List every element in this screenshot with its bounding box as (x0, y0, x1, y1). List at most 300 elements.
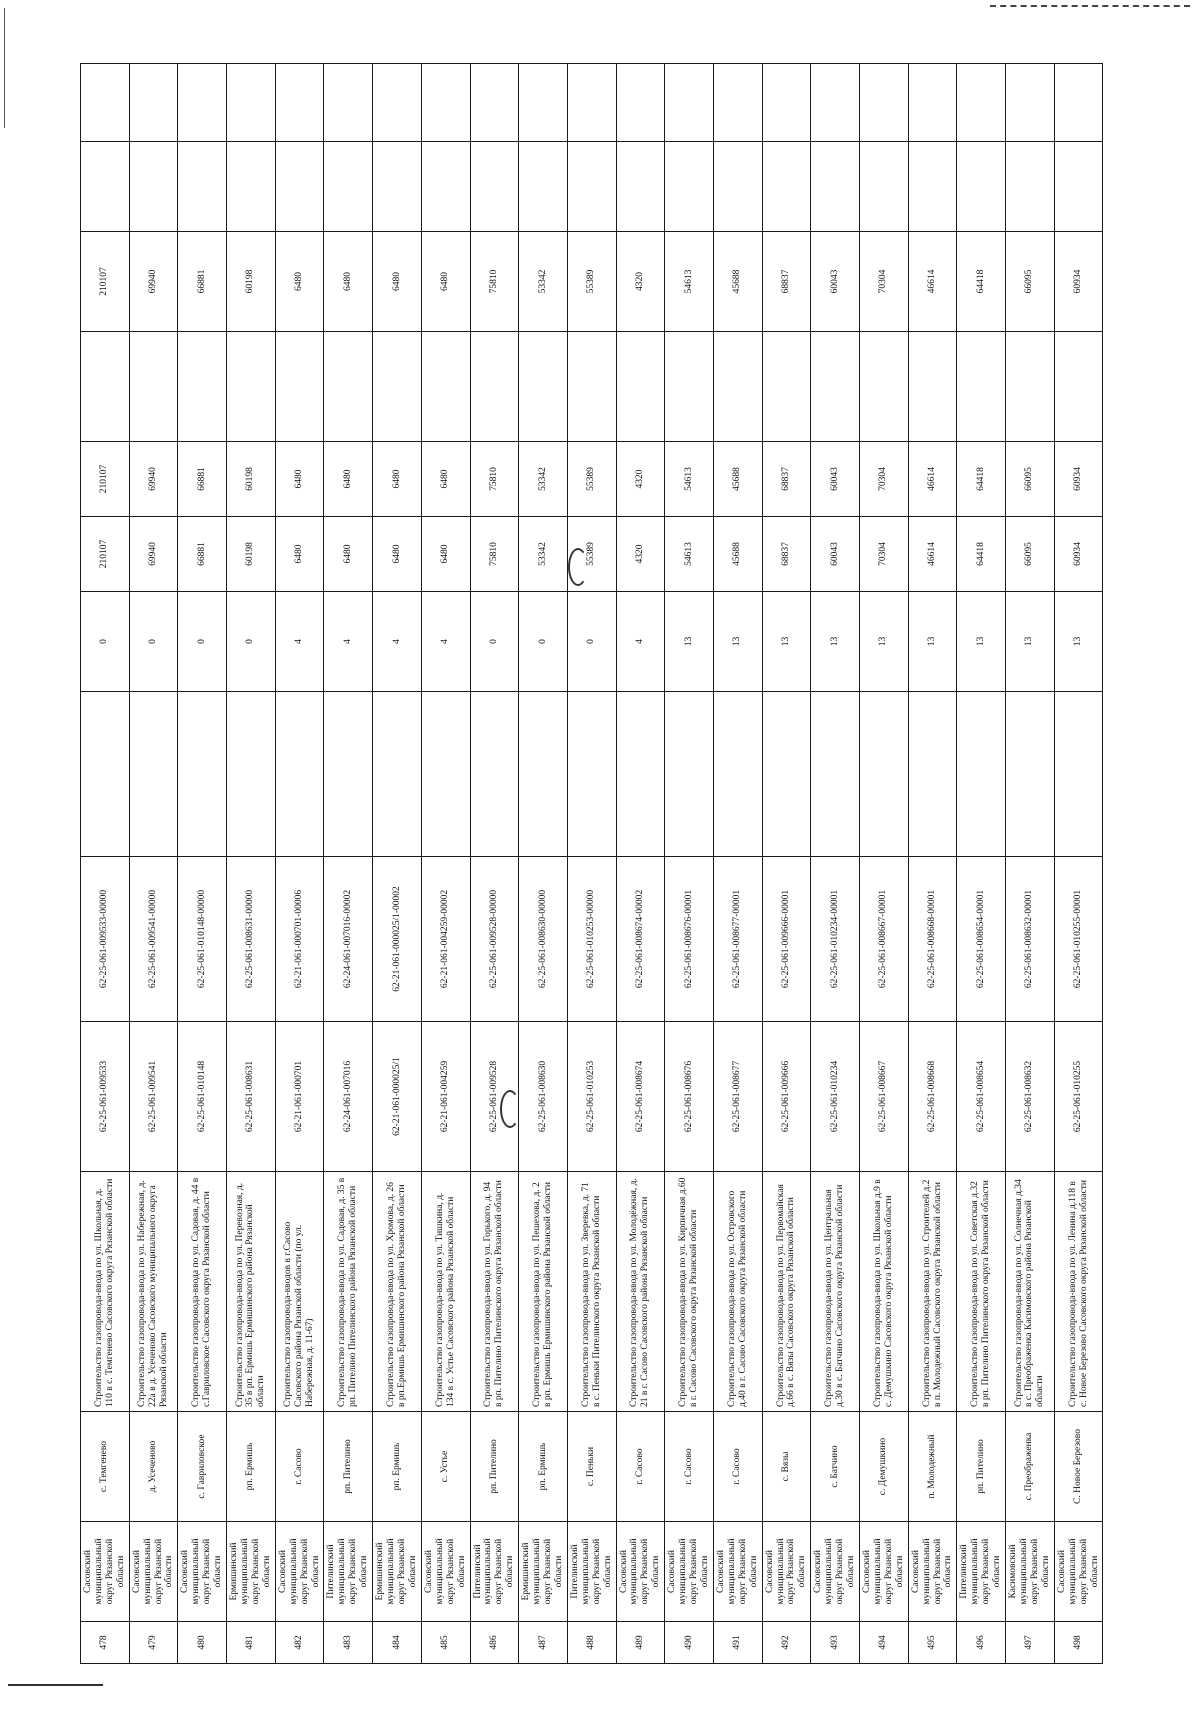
object-code-cell: 62-25-061-008674 (616, 1022, 665, 1172)
locality-cell: г. Сасово (713, 1412, 762, 1522)
locality-cell: с. Темгенево (81, 1412, 130, 1522)
object-code-cell: 62-25-061-010234 (811, 1022, 860, 1172)
object-code-cell: 62-25-061-009666 (762, 1022, 811, 1172)
days-cell: 0 (178, 592, 227, 692)
table-row (1054, 64, 1103, 1664)
cost-cell: 6480 (324, 517, 373, 592)
cost-cell: 6480 (421, 442, 470, 517)
cost-cell: 60198 (227, 517, 276, 592)
object-name-cell: Строительство газопровода-ввода по ул. Молодёжная, д. 21 в г. Сасово Сасовского района Рязанской области (616, 1172, 665, 1412)
object-name-cell: Строительство газопровода-ввода по ул. Первомайская д.66 в с. Вязы Сасовского округа Рязанской области (762, 1172, 811, 1412)
cost-cell: 6480 (275, 517, 324, 592)
cost-cell: 4320 (616, 232, 665, 332)
days-cell: 13 (860, 592, 909, 692)
blank-cell (1054, 692, 1103, 857)
object-code-cell: 62-25-061-009528 (470, 1022, 519, 1172)
locality-cell: рп. Ермишь (519, 1412, 568, 1522)
row-number: 485 (421, 1622, 470, 1664)
row-number: 494 (860, 1622, 909, 1664)
locality-cell: с. Гавриловское (178, 1412, 227, 1522)
cost-cell: 75810 (470, 517, 519, 592)
blank-cell (129, 142, 178, 232)
blank-cell (275, 332, 324, 442)
blank-cell (470, 692, 519, 857)
days-cell: 0 (470, 592, 519, 692)
table-row (81, 64, 130, 1664)
object-code-cell: 62-25-061-009533 (81, 1022, 130, 1172)
blank-cell (762, 332, 811, 442)
days-cell: 13 (762, 592, 811, 692)
blank-cell (811, 142, 860, 232)
blank-cell (860, 142, 909, 232)
scan-bottom-mark (8, 1684, 103, 1686)
blank-cell (1054, 142, 1103, 232)
blank-cell (616, 692, 665, 857)
blank-cell (713, 332, 762, 442)
stage-code-cell: 62-25-061-009666-00001 (762, 857, 811, 1022)
object-code-cell: 62-21-061-000025/1 (373, 1022, 422, 1172)
blank-cell (616, 142, 665, 232)
blank-cell (713, 64, 762, 142)
blank-cell (373, 692, 422, 857)
object-code-cell: 62-25-061-008654 (957, 1022, 1006, 1172)
object-code-cell: 62-25-061-008668 (908, 1022, 957, 1172)
object-name-cell: Строительство газопровода-ввода по ул. Солнечная д.34 в с. Преображенка Касимовского района Рязанской области (1006, 1172, 1055, 1412)
locality-cell: г. Сасово (616, 1412, 665, 1522)
municipality-cell: Ермишинский муниципальный округ Рязанской области (227, 1522, 276, 1622)
table-row (616, 64, 665, 1664)
locality-cell: д. Усеченово (129, 1412, 178, 1522)
cost-cell: 68837 (762, 442, 811, 517)
row-number: 482 (275, 1622, 324, 1664)
stage-code-cell: 62-24-061-007016-00002 (324, 857, 373, 1022)
stage-code-cell: 62-25-061-008677-00001 (713, 857, 762, 1022)
blank-cell (616, 64, 665, 142)
object-name-cell: Строительство газопровода-ввода по ул. Пешехова, д. 2 в рп. Ермишь Ермишинского района Рязанской области (519, 1172, 568, 1412)
municipality-cell: Сасовский муниципальный округ Рязанской области (762, 1522, 811, 1622)
cost-cell: 45688 (713, 232, 762, 332)
table-row (373, 64, 422, 1664)
blank-cell (519, 142, 568, 232)
municipality-cell: Сасовский муниципальный округ Рязанской области (616, 1522, 665, 1622)
row-number: 491 (713, 1622, 762, 1664)
cost-cell: 6480 (373, 517, 422, 592)
object-code-cell: 62-25-061-010255 (1054, 1022, 1103, 1172)
table-row (957, 64, 1006, 1664)
cost-cell: 60934 (1054, 232, 1103, 332)
days-cell: 0 (519, 592, 568, 692)
cost-cell: 66095 (1006, 442, 1055, 517)
blank-cell (421, 332, 470, 442)
table-row (324, 64, 373, 1664)
stage-code-cell: 62-21-061-000701-00006 (275, 857, 324, 1022)
blank-cell (616, 332, 665, 442)
cost-cell: 69940 (129, 517, 178, 592)
object-name-cell: Строительство газопровода-вводов в г.Сасово Сасовского района Рязанской области (по ул. Набережная, д. 11-67) (275, 1172, 324, 1412)
object-code-cell: 62-24-061-007016 (324, 1022, 373, 1172)
object-name-cell: Строительство газопровода-ввода по ул. Школьная, д. 110 в с. Темгенево Сасовского округа Рязанской области (81, 1172, 130, 1412)
municipality-cell: Сасовский муниципальный округ Рязанской области (275, 1522, 324, 1622)
cost-cell: 6480 (421, 232, 470, 332)
table-row (1006, 64, 1055, 1664)
rotated-page (80, 64, 1102, 1664)
cost-cell: 68837 (762, 517, 811, 592)
locality-cell: г. Сасово (275, 1412, 324, 1522)
cost-cell: 46614 (908, 442, 957, 517)
object-name-cell: Строительство газопровода-ввода по ул. Ленина д.118 в с. Новое Березово Сасовского округа Рязанской области (1054, 1172, 1103, 1412)
row-number: 493 (811, 1622, 860, 1664)
cost-cell: 53342 (519, 232, 568, 332)
stage-code-cell: 62-21-061-004259-00002 (421, 857, 470, 1022)
blank-cell (421, 64, 470, 142)
cost-cell: 70304 (860, 517, 909, 592)
days-cell: 4 (275, 592, 324, 692)
row-number: 481 (227, 1622, 276, 1664)
stage-code-cell: 62-25-061-008667-00001 (860, 857, 909, 1022)
municipality-cell: Сасовский муниципальный округ Рязанской области (129, 1522, 178, 1622)
stage-code-cell: 62-25-061-008676-00001 (665, 857, 714, 1022)
table-row (713, 64, 762, 1664)
blank-cell (1006, 64, 1055, 142)
locality-cell: с. Устье (421, 1412, 470, 1522)
row-number: 497 (1006, 1622, 1055, 1664)
locality-cell: с. Пеньки (567, 1412, 616, 1522)
blank-cell (519, 64, 568, 142)
blank-cell (908, 142, 957, 232)
cost-cell: 210107 (81, 232, 130, 332)
blank-cell (227, 64, 276, 142)
blank-cell (811, 332, 860, 442)
object-name-cell: Строительство газопровода-ввода по ул. Центральная д.30 в с. Батчино Сасовского округа Рязанской области (811, 1172, 860, 1412)
cost-cell: 60043 (811, 232, 860, 332)
table-body (81, 64, 1103, 1664)
cost-cell: 4320 (616, 517, 665, 592)
blank-cell (519, 692, 568, 857)
blank-cell (1006, 692, 1055, 857)
locality-cell: с. Преображенка (1006, 1412, 1055, 1522)
municipality-cell: Сасовский муниципальный округ Рязанской области (1054, 1522, 1103, 1622)
blank-cell (227, 692, 276, 857)
cost-cell: 60198 (227, 442, 276, 517)
blank-cell (324, 332, 373, 442)
table-row (762, 64, 811, 1664)
locality-cell: с. Батчино (811, 1412, 860, 1522)
locality-cell: рп. Пителино (957, 1412, 1006, 1522)
blank-cell (908, 692, 957, 857)
row-number: 478 (81, 1622, 130, 1664)
locality-cell: с. Вязы (762, 1412, 811, 1522)
days-cell: 13 (1006, 592, 1055, 692)
blank-cell (811, 692, 860, 857)
stage-code-cell: 62-25-061-008654-00001 (957, 857, 1006, 1022)
blank-cell (519, 332, 568, 442)
row-number: 488 (567, 1622, 616, 1664)
cost-cell: 70304 (860, 442, 909, 517)
blank-cell (860, 64, 909, 142)
locality-cell: с. Демушкино (860, 1412, 909, 1522)
cost-cell: 55389 (567, 517, 616, 592)
object-code-cell: 62-25-061-008630 (519, 1022, 568, 1172)
municipality-cell: Сасовский муниципальный округ Рязанской области (421, 1522, 470, 1622)
blank-cell (762, 142, 811, 232)
table-row (908, 64, 957, 1664)
blank-cell (275, 142, 324, 232)
stage-code-cell: 62-25-061-010255-00001 (1054, 857, 1103, 1022)
municipality-cell: Сасовский муниципальный округ Рязанской области (908, 1522, 957, 1622)
blank-cell (713, 142, 762, 232)
blank-cell (81, 332, 130, 442)
table-row (227, 64, 276, 1664)
blank-cell (129, 64, 178, 142)
object-name-cell: Строительство газопровода-ввода по ул. Школьная д.9 в с. Демушкино Сасовского округа Рязанской области (860, 1172, 909, 1412)
blank-cell (1054, 332, 1103, 442)
table-row (665, 64, 714, 1664)
days-cell: 4 (616, 592, 665, 692)
object-name-cell: Строительство газопровода-ввода по ул. Островского д.40 в г. Сасово Сасовского округа Рязанской области (713, 1172, 762, 1412)
cost-cell: 60043 (811, 442, 860, 517)
blank-cell (421, 142, 470, 232)
blank-cell (373, 332, 422, 442)
row-number: 489 (616, 1622, 665, 1664)
blank-cell (957, 142, 1006, 232)
cost-cell: 53342 (519, 442, 568, 517)
table-row (421, 64, 470, 1664)
table-row (519, 64, 568, 1664)
object-name-cell: Строительство газопровода-ввода по ул. Строителей д.2 в п. Молодежный Сасовского округа Рязанской области (908, 1172, 957, 1412)
blank-cell (227, 332, 276, 442)
cost-cell: 68837 (762, 232, 811, 332)
scan-margin-line (4, 8, 5, 128)
object-name-cell: Строительство газопровода-ввода по ул. Горького, д. 94 в рп. Пителино Пителинского округа Рязанской области (470, 1172, 519, 1412)
cost-cell: 70304 (860, 232, 909, 332)
object-code-cell: 62-25-061-008667 (860, 1022, 909, 1172)
cost-cell: 66881 (178, 442, 227, 517)
cost-cell: 55389 (567, 442, 616, 517)
blank-cell (324, 64, 373, 142)
blank-cell (324, 692, 373, 857)
object-name-cell: Строительство газопровода-ввода по ул. Набережная, д. 22а в д. Усеченово Сасовского муниципального округа Рязанской области (129, 1172, 178, 1412)
days-cell: 0 (227, 592, 276, 692)
locality-cell: п. Молодежный (908, 1412, 957, 1522)
blank-cell (324, 142, 373, 232)
object-code-cell: 62-25-061-008632 (1006, 1022, 1055, 1172)
blank-cell (470, 142, 519, 232)
row-number: 480 (178, 1622, 227, 1664)
cost-cell: 64418 (957, 442, 1006, 517)
cost-cell: 210107 (81, 442, 130, 517)
table-row (470, 64, 519, 1664)
object-name-cell: Строительство газопровода-ввода по ул. Кирпичная д.60 в г. Сасово Сасовского округа Рязанской области (665, 1172, 714, 1412)
cost-cell: 75810 (470, 442, 519, 517)
cost-cell: 6480 (275, 232, 324, 332)
blank-cell (421, 692, 470, 857)
object-code-cell: 62-21-061-000701 (275, 1022, 324, 1172)
table-row (860, 64, 909, 1664)
object-code-cell: 62-25-061-010253 (567, 1022, 616, 1172)
object-name-cell: Строительство газопровода-ввода по ул. Садовая, д. 35 в рп. Пителино Пителинского района Рязанской области (324, 1172, 373, 1412)
table-row (811, 64, 860, 1664)
cost-cell: 4320 (616, 442, 665, 517)
blank-cell (567, 64, 616, 142)
stage-code-cell: 62-25-061-010148-00000 (178, 857, 227, 1022)
cost-cell: 210107 (81, 517, 130, 592)
blank-cell (81, 692, 130, 857)
blank-cell (81, 64, 130, 142)
blank-cell (665, 64, 714, 142)
cost-cell: 45688 (713, 442, 762, 517)
object-name-cell: Строительство газопровода-ввода по ул. Тишкина, д. 134 в с. Устье Сасовского района Рязанской области (421, 1172, 470, 1412)
stage-code-cell: 62-25-061-010234-00001 (811, 857, 860, 1022)
days-cell: 13 (957, 592, 1006, 692)
municipality-cell: Сасовский муниципальный округ Рязанской области (81, 1522, 130, 1622)
municipality-cell: Пителинский муниципальный округ Рязанской области (957, 1522, 1006, 1622)
days-cell: 0 (129, 592, 178, 692)
object-name-cell: Строительство газопровода-ввода по ул. Перевозная, д. 35 в рп. Ермишь Ермишинского района Рязанской области (227, 1172, 276, 1412)
blank-cell (178, 332, 227, 442)
blank-cell (129, 332, 178, 442)
municipality-cell: Сасовский муниципальный округ Рязанской области (811, 1522, 860, 1622)
cost-cell: 55389 (567, 232, 616, 332)
locality-cell: рп. Пителино (324, 1412, 373, 1522)
cost-cell: 6480 (324, 232, 373, 332)
row-number: 484 (373, 1622, 422, 1664)
cost-cell: 6480 (275, 442, 324, 517)
days-cell: 13 (665, 592, 714, 692)
days-cell: 13 (811, 592, 860, 692)
cost-cell: 75810 (470, 232, 519, 332)
blank-cell (373, 142, 422, 232)
cost-cell: 54613 (665, 517, 714, 592)
days-cell: 13 (713, 592, 762, 692)
object-code-cell: 62-25-061-009541 (129, 1022, 178, 1172)
cost-cell: 46614 (908, 232, 957, 332)
days-cell: 13 (1054, 592, 1103, 692)
cost-cell: 45688 (713, 517, 762, 592)
object-name-cell: Строительство газопровода-ввода по ул. Зверевка, д. 71 в с. Пеньки Пителинского округа Рязанской области (567, 1172, 616, 1412)
table-row (567, 64, 616, 1664)
blank-cell (178, 64, 227, 142)
blank-cell (957, 692, 1006, 857)
stage-code-cell: 62-25-061-009533-00000 (81, 857, 130, 1022)
stage-code-cell: 62-25-061-008630-00000 (519, 857, 568, 1022)
scan-corner-mark (990, 5, 1190, 9)
cost-cell: 69940 (129, 442, 178, 517)
municipality-cell: Сасовский муниципальный округ Рязанской области (178, 1522, 227, 1622)
row-number: 483 (324, 1622, 373, 1664)
blank-cell (470, 332, 519, 442)
cost-cell: 6480 (373, 442, 422, 517)
locality-cell: рп. Ермишь (227, 1412, 276, 1522)
blank-cell (1054, 64, 1103, 142)
row-number: 496 (957, 1622, 1006, 1664)
cost-cell: 66095 (1006, 232, 1055, 332)
municipality-cell: Сасовский муниципальный округ Рязанской области (860, 1522, 909, 1622)
object-code-cell: 62-25-061-008631 (227, 1022, 276, 1172)
stage-code-cell: 62-25-061-009541-00000 (129, 857, 178, 1022)
row-number: 486 (470, 1622, 519, 1664)
table-row (129, 64, 178, 1664)
row-number: 495 (908, 1622, 957, 1664)
object-code-cell: 62-25-061-010148 (178, 1022, 227, 1172)
municipality-cell: Пителинский муниципальный округ Рязанской области (324, 1522, 373, 1622)
blank-cell (908, 332, 957, 442)
cost-cell: 60934 (1054, 442, 1103, 517)
cost-cell: 66881 (178, 517, 227, 592)
municipality-cell: Касимовский муниципальный округ Рязанской области (1006, 1522, 1055, 1622)
row-number: 479 (129, 1622, 178, 1664)
municipality-cell: Сасовский муниципальный округ Рязанской области (713, 1522, 762, 1622)
days-cell: 4 (373, 592, 422, 692)
object-code-cell: 62-25-061-008676 (665, 1022, 714, 1172)
blank-cell (470, 64, 519, 142)
row-number: 490 (665, 1622, 714, 1664)
blank-cell (567, 142, 616, 232)
blank-cell (227, 142, 276, 232)
blank-cell (178, 142, 227, 232)
stage-code-cell: 62-25-061-010253-00000 (567, 857, 616, 1022)
blank-cell (762, 64, 811, 142)
blank-cell (275, 64, 324, 142)
object-code-cell: 62-25-061-008677 (713, 1022, 762, 1172)
cost-cell: 60934 (1054, 517, 1103, 592)
blank-cell (567, 332, 616, 442)
stage-code-cell: 62-25-061-008674-00002 (616, 857, 665, 1022)
blank-cell (275, 692, 324, 857)
cost-cell: 66095 (1006, 517, 1055, 592)
object-name-cell: Строительство газопровода-ввода по ул. Садовая, д. 44 в с.Гавриловское Сасовского округа Рязанской области (178, 1172, 227, 1412)
days-cell: 0 (567, 592, 616, 692)
days-cell: 4 (421, 592, 470, 692)
cost-cell: 64418 (957, 232, 1006, 332)
stage-code-cell: 62-25-061-008668-00001 (908, 857, 957, 1022)
stage-code-cell: 62-25-061-009528-00000 (470, 857, 519, 1022)
stage-code-cell: 62-21-061-000025/1-00002 (373, 857, 422, 1022)
blank-cell (957, 332, 1006, 442)
days-cell: 13 (908, 592, 957, 692)
days-cell: 0 (81, 592, 130, 692)
locality-cell: рп. Ермишь (373, 1412, 422, 1522)
blank-cell (665, 142, 714, 232)
cost-cell: 60043 (811, 517, 860, 592)
blank-cell (811, 64, 860, 142)
cost-cell: 6480 (373, 232, 422, 332)
stage-code-cell: 62-25-061-008631-00000 (227, 857, 276, 1022)
cost-cell: 54613 (665, 442, 714, 517)
blank-cell (957, 64, 1006, 142)
table-row (178, 64, 227, 1664)
blank-cell (860, 332, 909, 442)
cost-cell: 60198 (227, 232, 276, 332)
blank-cell (129, 692, 178, 857)
municipality-cell: Ермишинский муниципальный округ Рязанской области (373, 1522, 422, 1622)
blank-cell (665, 332, 714, 442)
municipality-cell: Ермишинский муниципальный округ Рязанской области (519, 1522, 568, 1622)
locality-cell: г. Сасово (665, 1412, 714, 1522)
object-name-cell: Строительство газопровода-ввода по ул. Хромова, д. 26 в рп.Ермишь Ермишинского района Рязанской области (373, 1172, 422, 1412)
blank-cell (1006, 332, 1055, 442)
table-row (275, 64, 324, 1664)
blank-cell (860, 692, 909, 857)
municipality-cell: Пителинский муниципальный округ Рязанской области (567, 1522, 616, 1622)
blank-cell (567, 692, 616, 857)
blank-cell (762, 692, 811, 857)
object-name-cell: Строительство газопровода-ввода по ул. Советская д.32 в рп. Пителино Пителинского округа Рязанской области (957, 1172, 1006, 1412)
municipality-cell: Сасовский муниципальный округ Рязанской области (665, 1522, 714, 1622)
locality-cell: рп. Пителино (470, 1412, 519, 1522)
blank-cell (373, 64, 422, 142)
blank-cell (178, 692, 227, 857)
cost-cell: 6480 (421, 517, 470, 592)
